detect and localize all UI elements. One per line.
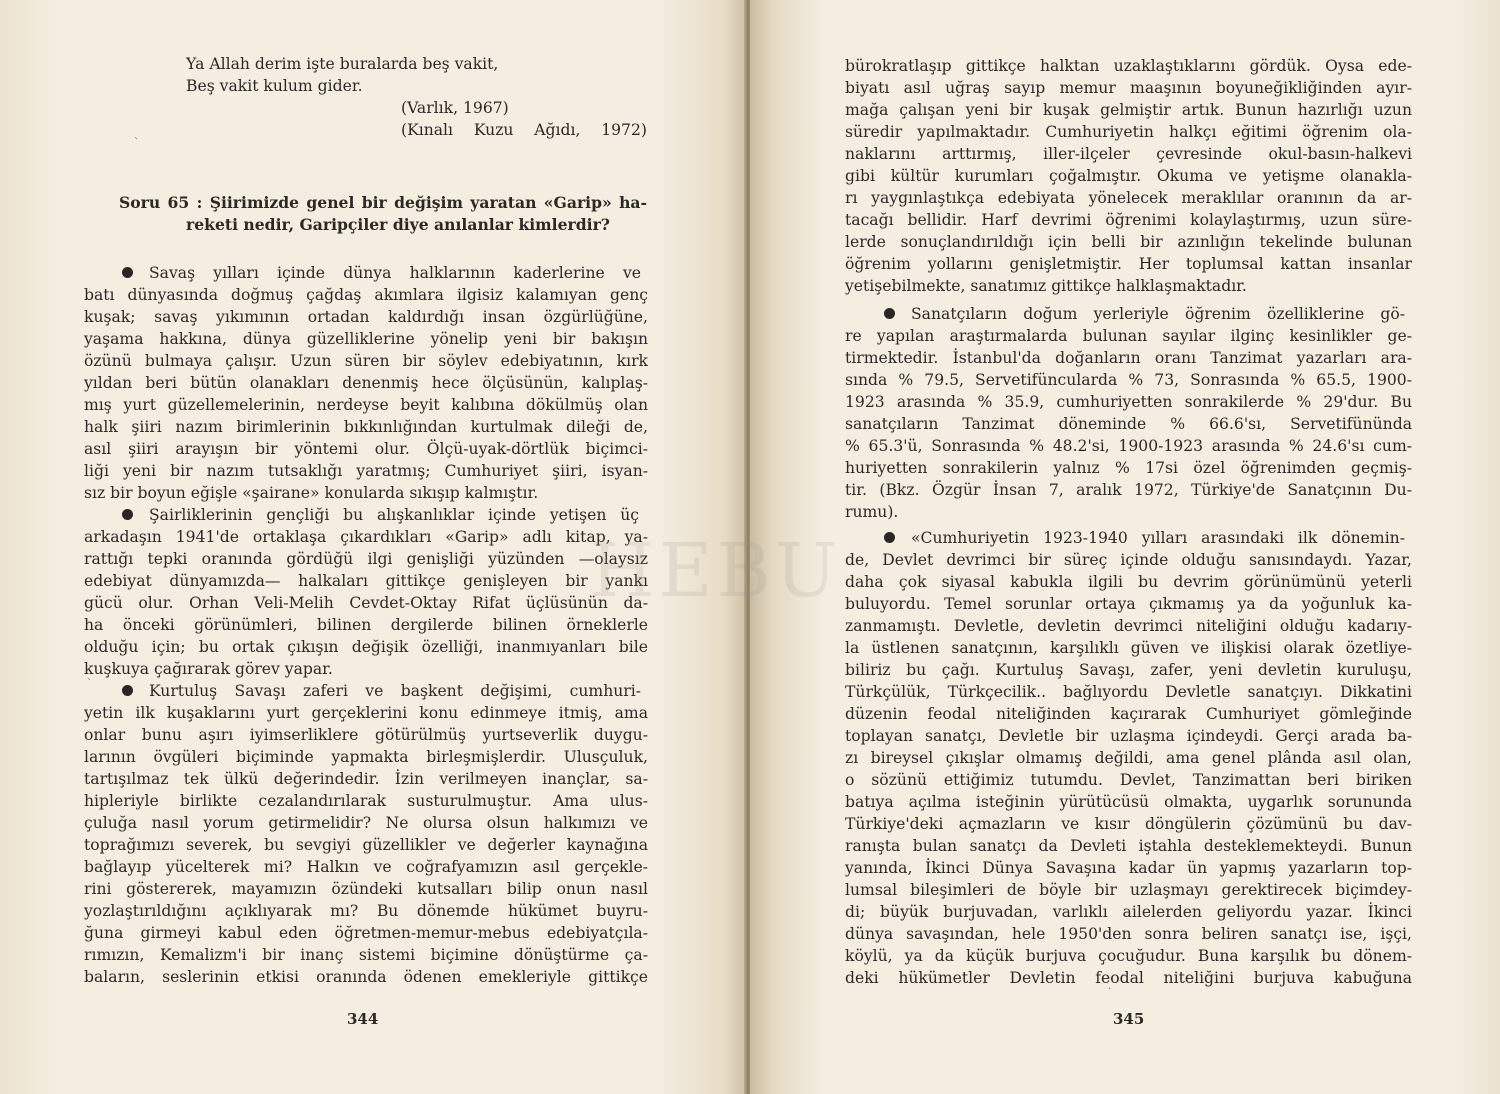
source-citation: (Kınalı Kuzu Ağıdı, 1972)	[401, 121, 647, 139]
question-heading: Soru 65 : Şiirimizde genel bir değişim yaratan «Garip» ha-	[119, 193, 647, 212]
left-page	[0, 0, 746, 1094]
paragraph-line: Sanatçıların doğum yerleriyle öğrenim özelliklerine gö-	[884, 303, 1412, 325]
paragraph-line: ha önceki görünümleri, bilinen dergilerde bilinen örneklerle	[84, 616, 648, 634]
paragraph-line: de, Devlet devrimci bir süreç içinde olduğu sanısındaydı. Yazar,	[845, 551, 1412, 569]
paragraph-line: lerde sonuçlandırıldığı için belli bir azınlığın tekelinde bulunan	[845, 233, 1412, 251]
paragraph-line: tacağı bellidir. Harf devrimi öğrenimi kolaylaştırmış, uzun süre-	[845, 211, 1412, 229]
paragraph-line: yaşama hakkına, dünya güzelliklerine yönelip yeni bir bakışın	[84, 330, 648, 348]
paragraph-line: 1923 arasında % 35.9, cumhuriyetten sonrakilerde % 29'dur. Bu	[845, 393, 1412, 411]
paragraph-line: biyatı asıl uğraş sayıp memur maaşının boyuneğikliğinden ayır-	[845, 79, 1412, 97]
bullet-icon	[122, 509, 133, 520]
question-heading: reketi nedir, Garipçiler diye anılanlar kimlerdir?	[186, 215, 610, 234]
paragraph-line: dünya savaşından, hele 1950'den sonra beliren sanatçı ise, işçi,	[845, 925, 1412, 943]
paragraph-line: köylü, ya da küçük burjuva çocuğudur. Buna karşılık bu dönem-	[845, 947, 1412, 965]
paragraph-line: rı yaygınlaştıkça edebiyata yönelecek meraklılar oranının da ar-	[845, 189, 1412, 207]
paragraph-line: kuşkuya çağırarak görev yapar.	[84, 660, 333, 678]
paragraph-line: bağlayıp yücelterek mi? Halkın ve coğrafyamızın asıl gerçekle-	[84, 858, 648, 876]
paragraph-line: toprağımızı severek, bu sevgiyi güzellikler ve değerler kaynağına	[84, 836, 648, 854]
paragraph-line: sanatçıların Tanzimat döneminde % 66.6'sı, Servetifününda	[845, 415, 1412, 433]
source-citation: (Varlık, 1967)	[401, 99, 509, 117]
paragraph-line: o sözünü ettiğimiz tutumdu. Devlet, Tanzimattan beri biriken	[845, 771, 1412, 789]
paragraph-line: zanmamıştı. Devletle, devletin devrimci niteliğini olduğu kadarıy-	[845, 617, 1412, 635]
paragraph-line: onlar bunu aşırı iyimserliklere götürülmüş yurtseverlik duygu-	[84, 726, 648, 744]
paragraph-line: asıl şiiri arayışın bir yöntemi olur. Ölçü-uyak-dörtlük biçimci-	[84, 440, 648, 458]
paragraph-line: liği yeni bir nazım tutsaklığı yaratmış; Cumhuriyet şiiri, isyan-	[84, 462, 648, 480]
paragraph-line: zı bireysel çıkışlar olmamış değildi, ama genel plânda asıl olan,	[845, 749, 1412, 767]
paragraph-line: özünü bulmaya çalışır. Uzun süren bir söylev edebiyatının, kırk	[84, 352, 648, 370]
paragraph-line: Türkçülük, Türkçecilik.. bağlıyordu Devletle sanatçıyı. Dikkatini	[845, 683, 1412, 701]
paragraph-line: Türkiye'deki açmazların ve kısır döngülerin çözümünü bu dav-	[845, 815, 1412, 833]
poem-line: Beş vakit kulum gider.	[186, 77, 363, 95]
paragraph-line: deki hükümetler Devletin feodal niteliğini burjuva kabuğuna	[845, 969, 1412, 987]
paragraph-line: «Cumhuriyetin 1923-1940 yılları arasındaki ilk dönemin-	[884, 527, 1412, 549]
right-page	[750, 0, 1500, 1094]
paragraph-line: tartışılmaz tek ülkü değerindedir. İzin verilmeyen inançlar, sa-	[84, 770, 648, 788]
paragraph-line: batıya açılma isteğinin yürütücüsü olmakta, uygarlık sorununda	[845, 793, 1412, 811]
page-number: 344	[347, 1010, 379, 1028]
paragraph-line: biliriz bu çağı. Kurtuluş Savaşı, zafer, yeni devletin kuruluşu,	[845, 661, 1412, 679]
pencil-mark: ·	[1108, 984, 1112, 995]
paragraph-line: di; büyük burjuvadan, varlıklı ailelerden geliyordu yazar. İkinci	[845, 903, 1412, 921]
paragraph-line: mış yurt güzellemelerinin, nerdeyse beyit kalıbına dökülmüş olan	[84, 396, 648, 414]
paragraph-line: ğuna girmeyi kabul eden öğretmen-memur-mebus edebiyatçıla-	[84, 924, 648, 942]
paragraph-line: huriyetten sonrakilerin yalnız % 17si özel öğrenimden geçmiş-	[845, 459, 1412, 477]
paragraph-line: lumsal bileşimleri de böyle bir uzlaşmayı gerektirecek biçimdey-	[845, 881, 1412, 899]
paragraph-line: Kurtuluş Savaşı zaferi ve başkent değişimi, cumhuri-	[122, 680, 648, 702]
paragraph-line: sında % 79.5, Servetifüncularda % 73, Sonrasında % 65.5, 1900-	[845, 371, 1412, 389]
paragraph-line: öğrenim yollarını genişletmiştir. Her toplumsal kattan insanlar	[845, 255, 1412, 273]
pencil-mark: `	[134, 137, 139, 148]
paragraph-line: düzenin feodal niteliğinden kaçırarak Cumhuriyet gömleğinde	[845, 705, 1412, 723]
paragraph-line: tirmektedir. İstanbul'da doğanların oranı Tanzimat yazarları ara-	[845, 349, 1412, 367]
paragraph-line: rini göstererek, mayamızın özündeki kutsalları bilip onun nasıl	[84, 880, 648, 898]
page-number: 345	[1113, 1010, 1145, 1028]
paragraph-line: buluyordu. Temel sorunlar ortaya çıkmamış ya da yoğunluk ka-	[845, 595, 1412, 613]
bullet-icon	[884, 308, 895, 319]
paragraph-line: sız bir boyun eğişle «şairane» konularda sıkışıp kalmıştır.	[84, 484, 539, 502]
paragraph-line: bürokratlaşıp gittikçe halktan uzaklaştıklarını gördük. Oysa ede-	[845, 57, 1412, 75]
paragraph-line: mağa çalışan yeni bir kuşak gelmiştir artık. Bunun hazırlığı uzun	[845, 101, 1412, 119]
paragraph-line: rattığı tepki oranında gördüğü ilgi genişliği yüzünden —olaysız	[84, 550, 648, 568]
bullet-icon	[884, 532, 895, 543]
pencil-mark: `	[87, 678, 92, 689]
paragraph-line: Savaş yılları içinde dünya halklarının kaderlerine ve	[122, 262, 648, 284]
paragraph-line: hipleriyle birlikte cezalandırılarak susturulmuştur. Ama ulus-	[84, 792, 648, 810]
paragraph-line: arkadaşın 1941'de ortaklaşa çıkardıkları «Garip» adlı kitap, ya-	[84, 528, 648, 546]
paragraph-line: kuşak; savaş yıkımının ortadan kaldırdığı insan özgürlüğüne,	[84, 308, 648, 326]
paragraph-line: toplayan sanatçı, Devletle bir uzlaşma içindeydi. Gerçi arada ba-	[845, 727, 1412, 745]
bullet-icon	[122, 685, 133, 696]
paragraph-line: süredir yapılmaktadır. Cumhuriyetin halkçı eğitimi öğrenim ola-	[845, 123, 1412, 141]
paragraph-line: batı dünyasında doğmuş çağdaş akımlara ilgisiz kalamıyan genç	[84, 286, 648, 304]
paragraph-line: yozlaştırıldığını açıklıyarak mı? Bu dönemde hükümet buyru-	[84, 902, 648, 920]
paragraph-line: gücü olur. Orhan Veli-Melih Cevdet-Oktay Rifat üçlüsünün da-	[84, 594, 648, 612]
paragraph-line: yanında, İkinci Dünya Savaşına kadar ün yapmış yazarların top-	[845, 859, 1412, 877]
paragraph-line: re yapılan araştırmalarda bulunan sayılar ilginç kesinlikler ge-	[845, 327, 1412, 345]
paragraph-line: % 65.3'ü, Sonrasında % 48.2'si, 1900-1923 arasında % 24.6'sı cum-	[845, 437, 1412, 455]
paragraph-line: rımızın, Kemalizm'i bir inanç sistemi biçimine dönüştürme ça-	[84, 946, 648, 964]
paragraph-line: tir. (Bkz. Özgür İnsan 7, aralık 1972, Türkiye'de Sanatçının Du-	[845, 481, 1412, 499]
paragraph-line: edebiyat dünyamızda— halkaları gittikçe genişleyen bir yankı	[84, 572, 648, 590]
bullet-icon	[122, 267, 133, 278]
paragraph-line: naklarını arttırmış, iller-ilçeler çevresinde okul-basın-halkevi	[845, 145, 1412, 163]
paragraph-line: daha çok siyasal kabukla ilgili bu devrim görünümünü yeterli	[845, 573, 1412, 591]
paragraph-line: olduğu için; bu ortak çıkışın değişik özelliği, inanmıyanları bile	[84, 638, 648, 656]
paragraph-line: baların, seslerinin etkisi oranında ödenen emekleriyle gittikçe	[84, 968, 648, 986]
paragraph-line: gibi kültür kurumları çoğalmıştır. Okuma ve yetişme olanakla-	[845, 167, 1412, 185]
paragraph-line: larının övgüleri biçiminde yapmakta birleşmişlerdir. Ulusçuluk,	[84, 748, 648, 766]
paragraph-line: çuluğa nasıl yorum getirmelidir? Ne olursa olsun halkımızı ve	[84, 814, 648, 832]
paragraph-line: rumu).	[845, 503, 899, 521]
paragraph-line: yetin ilk kuşaklarını yurt gerçeklerini konu edinmeye itmiş, ama	[84, 704, 648, 722]
paragraph-line: la üstlenen sanatçının, karşılıklı güven ve ilişkisi olarak özetliye-	[845, 639, 1412, 657]
paragraph-line: yıldan beri bütün olanakları denenmiş hece ölçüsünün, kalıplaş-	[84, 374, 648, 392]
poem-line: Ya Allah derim işte buralarda beş vakit,	[186, 55, 499, 73]
paragraph-line: ranışta bulan sanatçı da Devleti iştahla desteklemekteydi. Bunun	[845, 837, 1412, 855]
paragraph-line: yetişebilmekte, sanatımız gittikçe halklaşmaktadır.	[845, 277, 1247, 295]
paragraph-line: halk şiiri nazım birimlerinin bıkkınlığından kurtulmak dileği de,	[84, 418, 648, 436]
paragraph-line: Şairliklerinin gençliği bu alışkanlıklar içinde yetişen üç	[122, 504, 648, 526]
